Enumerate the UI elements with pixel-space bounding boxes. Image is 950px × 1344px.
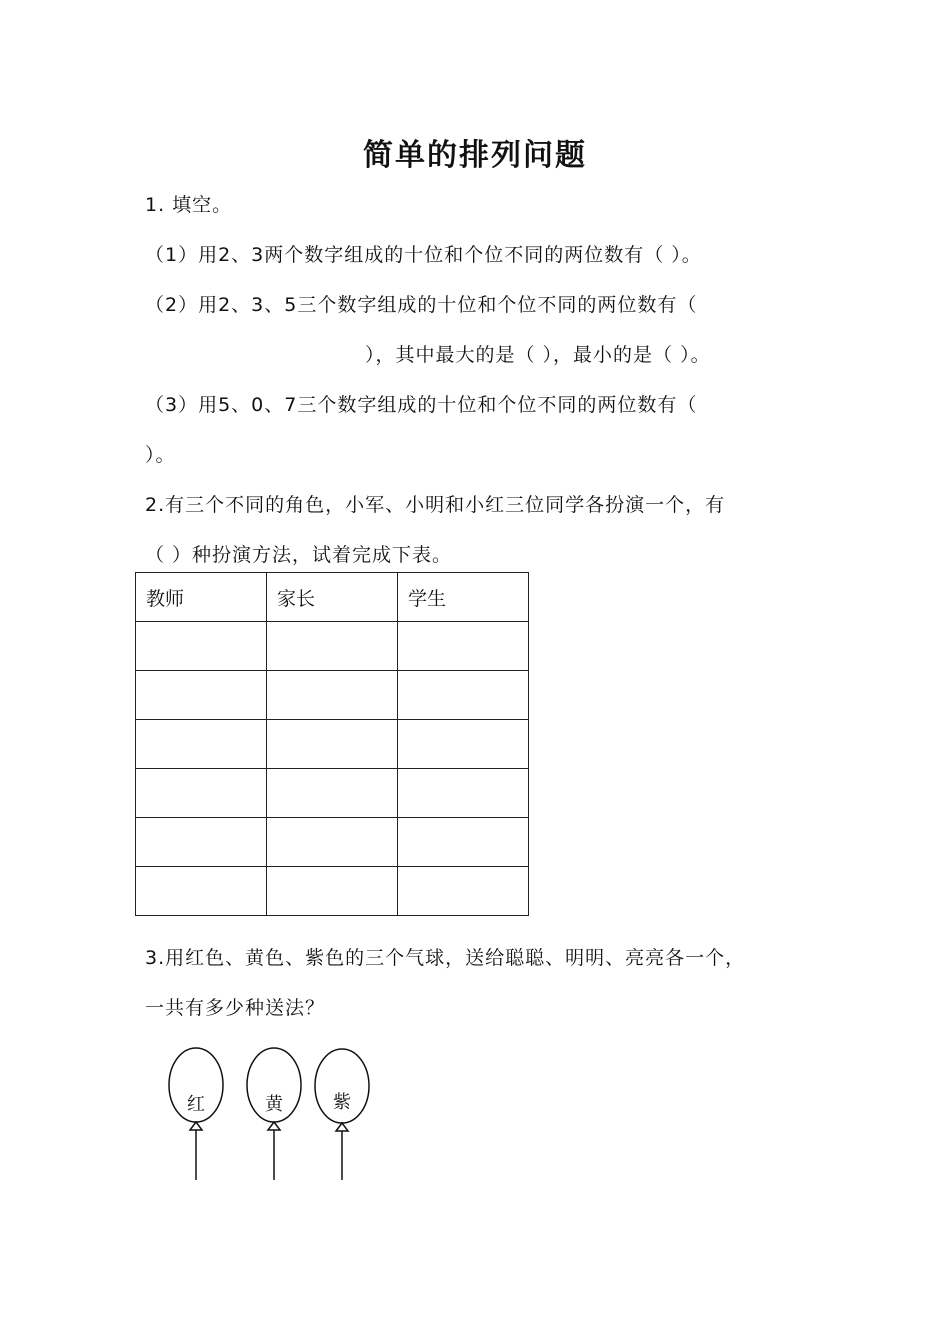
table-cell[interactable] xyxy=(267,671,398,720)
table-cell[interactable] xyxy=(136,818,267,867)
q3-line2: 一共有多少种送法？ xyxy=(145,997,326,1019)
balloons-illustration xyxy=(160,1040,390,1190)
table-cell[interactable] xyxy=(267,867,398,916)
table-cell[interactable] xyxy=(398,867,529,916)
table-row xyxy=(136,720,529,769)
balloon-label: 紫 xyxy=(333,1092,351,1113)
table-row xyxy=(136,867,529,916)
table-row xyxy=(136,622,529,671)
balloon-yellow xyxy=(247,1048,301,1180)
header-student: 学生 xyxy=(398,573,529,622)
balloon-red xyxy=(169,1048,223,1180)
header-parent: 家长 xyxy=(267,573,398,622)
table-cell[interactable] xyxy=(398,671,529,720)
q1-part2-line2: ），其中最大的是（ ），最小的是（ ）。 xyxy=(365,344,711,366)
balloon-purple xyxy=(315,1049,369,1180)
table-cell[interactable] xyxy=(136,867,267,916)
q2-line2: （ ）种扮演方法，试着完成下表。 xyxy=(145,544,453,566)
table-row xyxy=(136,769,529,818)
table-cell[interactable] xyxy=(398,720,529,769)
table-cell[interactable] xyxy=(136,622,267,671)
q1-part2-line1: （2）用2、3、5三个数字组成的十位和个位不同的两位数有（ xyxy=(145,294,698,316)
table-cell[interactable] xyxy=(136,769,267,818)
table-cell[interactable] xyxy=(267,769,398,818)
table-cell[interactable] xyxy=(267,622,398,671)
table-cell[interactable] xyxy=(398,622,529,671)
balloon-label: 黄 xyxy=(265,1094,283,1115)
q1-part1: （1）用2、3两个数字组成的十位和个位不同的两位数有（ ）。 xyxy=(145,244,702,266)
header-teacher: 教师 xyxy=(136,573,267,622)
table-cell[interactable] xyxy=(267,818,398,867)
q1-part3-line2: ）。 xyxy=(145,444,176,466)
table-cell[interactable] xyxy=(267,720,398,769)
q1-heading: 1. 填空。 xyxy=(145,194,233,216)
q1-part3-line1: （3）用5、0、7三个数字组成的十位和个位不同的两位数有（ xyxy=(145,394,698,416)
table-cell[interactable] xyxy=(136,720,267,769)
table-cell[interactable] xyxy=(398,818,529,867)
page-title: 简单的排列问题 xyxy=(363,138,587,173)
q3-line1: 3.用红色、黄色、紫色的三个气球，送给聪聪、明明、亮亮各一个， xyxy=(145,947,746,969)
table-cell[interactable] xyxy=(398,769,529,818)
table-cell[interactable] xyxy=(136,671,267,720)
balloon-label: 红 xyxy=(187,1094,205,1115)
table-header-row xyxy=(136,573,529,622)
roles-table xyxy=(135,572,529,916)
q2-line1: 2.有三个不同的角色，小军、小明和小红三位同学各扮演一个，有 xyxy=(145,494,726,516)
table-row xyxy=(136,818,529,867)
table-row xyxy=(136,671,529,720)
